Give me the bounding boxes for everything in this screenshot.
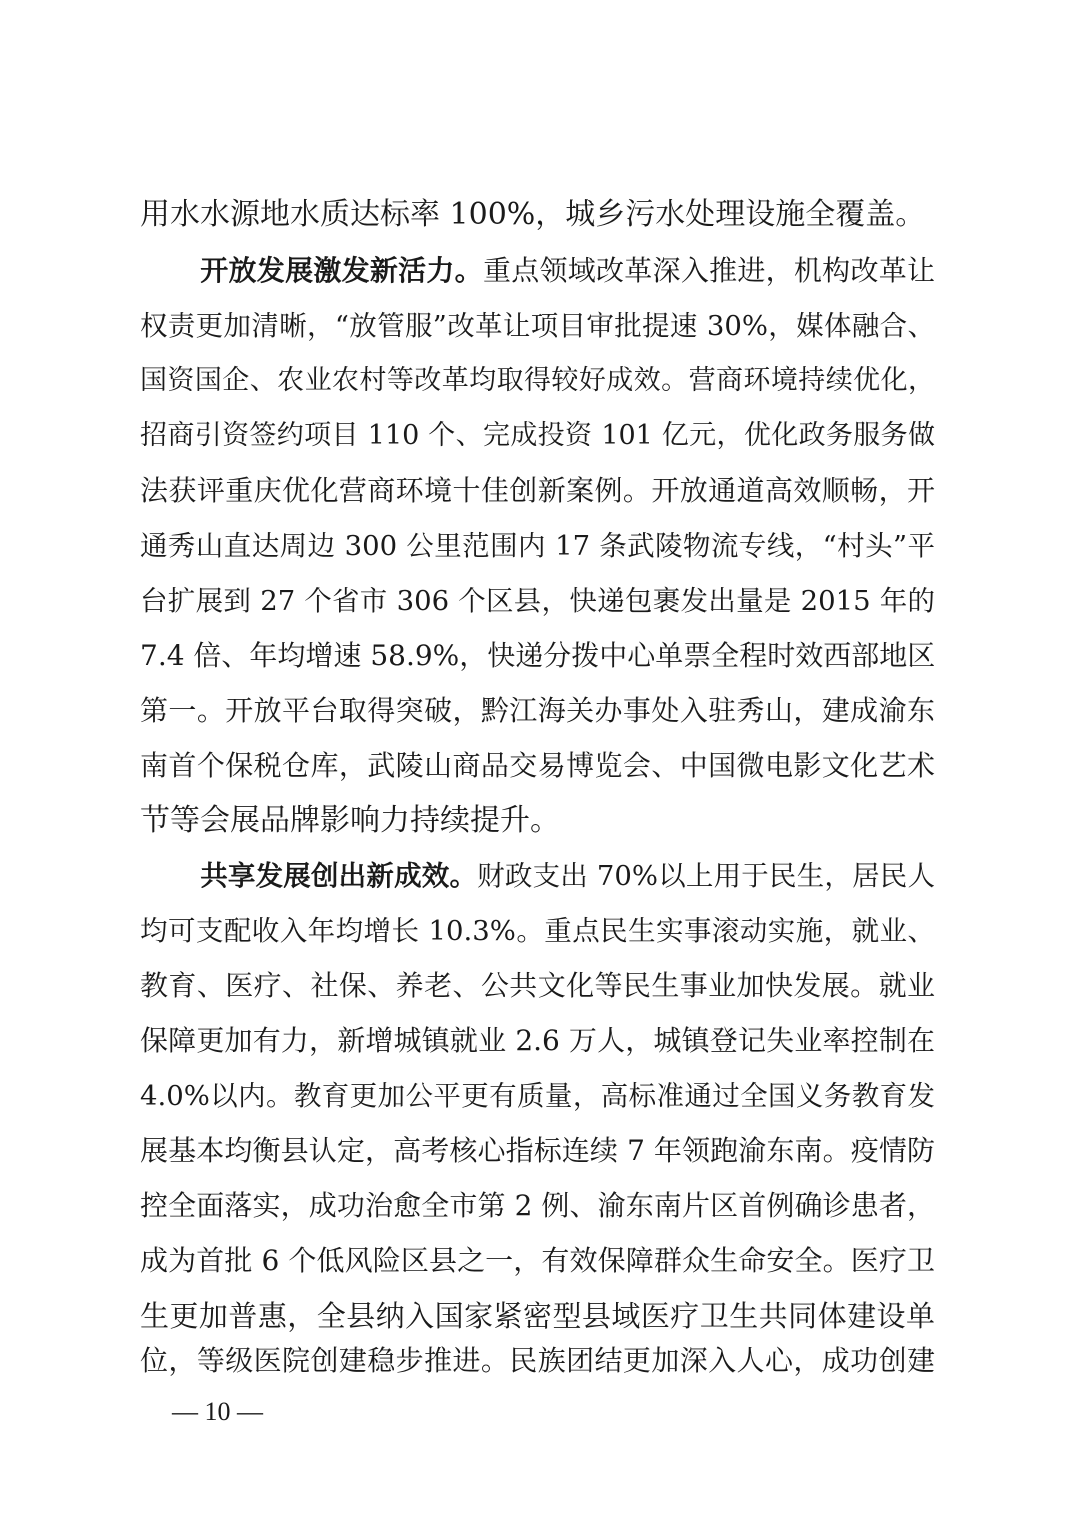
paragraph-line: 第一。开放平台取得突破，黔江海关办事处入驻秀山，建成渝东 — [140, 694, 935, 727]
paragraph-line: 展基本均衡县认定，高考核心指标连续 7 年领跑渝东南。疫情防 — [140, 1134, 935, 1167]
paragraph-line: 生更加普惠，全县纳入国家紧密型县域医疗卫生共同体建设单 — [140, 1299, 935, 1333]
paragraph-line: 通秀山直达周边 300 公里范围内 17 条武陵物流专线，“村头”平 — [140, 530, 935, 562]
paragraph-line: 保障更加有力，新增城镇就业 2.6 万人，城镇登记失业率控制在 — [140, 1024, 935, 1057]
paragraph-line: 教育、医疗、社保、养老、公共文化等民生事业加快发展。就业 — [140, 969, 935, 1002]
section-heading-shared-development: 共享发展创出新成效。 — [200, 860, 478, 892]
paragraph-line: 控全面落实，成功治愈全市第 2 例、渝东南片区首例确诊患者， — [140, 1189, 935, 1222]
paragraph-line: 南首个保税仓库，武陵山商品交易博览会、中国微电影文化艺术 — [140, 749, 935, 782]
paragraph-line: 法获评重庆优化营商环境十佳创新案例。开放通道高效顺畅，开 — [140, 474, 935, 507]
paragraph-line: 成为首批 6 个低风险区县之一，有效保障群众生命安全。医疗卫 — [140, 1244, 935, 1277]
paragraph-line: 均可支配收入年均增长 10.3%。重点民生实事滚动实施，就业、 — [140, 915, 935, 947]
paragraph-line: 国资国企、农业农村等改革均取得较好成效。营商环境持续优化， — [140, 365, 935, 396]
paragraph-line: 台扩展到 27 个省市 306 个区县，快递包裹发出量是 2015 年的 — [140, 585, 935, 617]
paragraph-line: 7.4 倍、年均增速 58.9%，快递分拨中心单票全程时效西部地区 — [140, 639, 936, 672]
section-heading-open-development: 开放发展激发新活力。 — [200, 254, 483, 287]
paragraph-line: 招商引资签约项目 110 个、完成投资 101 亿元，优化政务服务做 — [140, 420, 935, 451]
paragraph-line: 4.0%以内。教育更加公平更有质量，高标准通过全国义务教育发 — [140, 1080, 935, 1112]
paragraph-line: 位，等级医院创建稳步推进。民族团结更加深入人心，成功创建 — [140, 1344, 935, 1377]
paragraph-line — [140, 251, 935, 291]
paragraph-line: 权责更加清晰，“放管服”改革让项目审批提速 30%，媒体融合、 — [140, 310, 935, 342]
page-number: — 10 — — [172, 1397, 263, 1426]
paragraph-text: 重点领域改革深入推进，机构改革让 — [482, 254, 935, 287]
paragraph-line: 用水水源地水质达标率 100%，城乡污水处理设施全覆盖。 — [140, 197, 926, 232]
paragraph-text: 财政支出 70%以上用于民生，居民人 — [477, 860, 935, 892]
paragraph-line: 节等会展品牌影响力持续提升。 — [140, 803, 560, 838]
paragraph-line — [140, 856, 935, 896]
